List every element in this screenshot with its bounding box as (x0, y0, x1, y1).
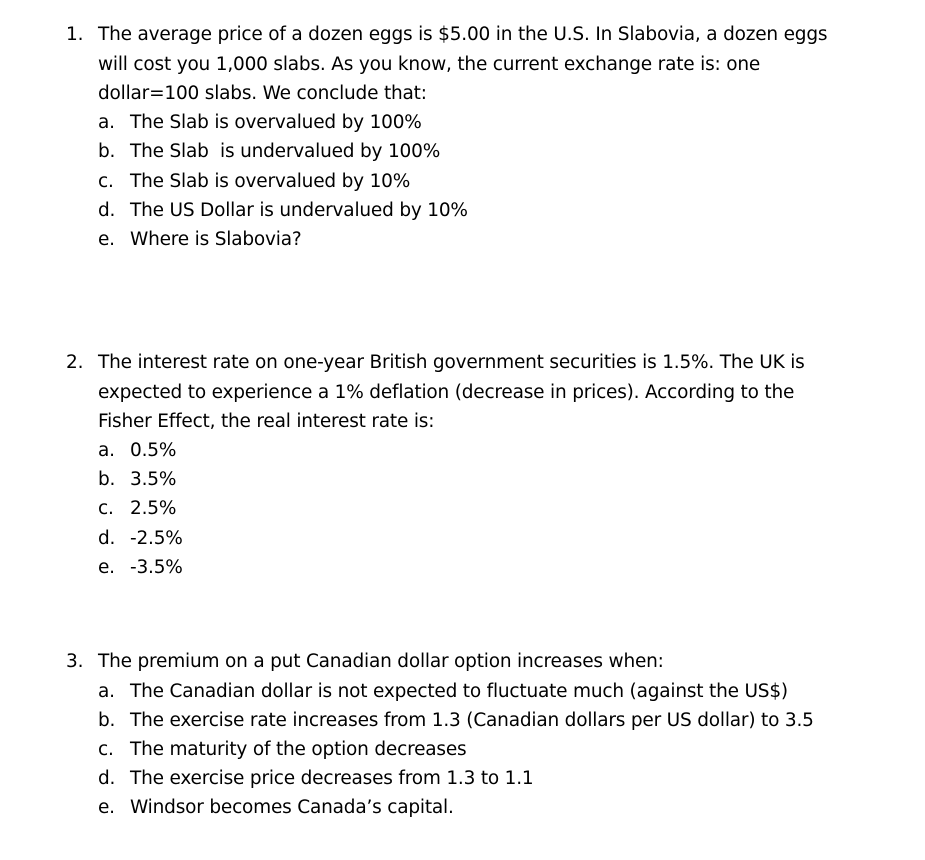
option-letter: a. (98, 681, 115, 702)
option-letter: a. (98, 440, 115, 461)
question-text-line: expected to experience a 1% deflation (decrease in prices). According to the (98, 382, 795, 403)
answer-option (98, 196, 468, 225)
answer-option (98, 225, 301, 254)
answer-option (98, 553, 183, 582)
option-text: 0.5% (130, 440, 177, 461)
answer-option (98, 677, 788, 706)
question-number: 3. (66, 651, 84, 672)
answer-option (98, 793, 454, 822)
answer-option (98, 764, 534, 793)
option-letter: b. (98, 141, 116, 162)
question-number: 2. (66, 352, 84, 373)
option-text: The US Dollar is undervalued by 10% (130, 200, 468, 221)
option-letter: b. (98, 469, 116, 490)
answer-option (98, 108, 422, 137)
answer-option (98, 524, 183, 553)
option-letter: c. (98, 498, 114, 519)
option-letter: d. (98, 768, 116, 789)
option-text: The Canadian dollar is not expected to fluctuate much (against the US$) (130, 681, 788, 702)
option-text: -3.5% (130, 557, 183, 578)
question-text-line: Fisher Effect, the real interest rate is: (98, 411, 435, 432)
answer-option (98, 706, 814, 735)
option-letter: d. (98, 200, 116, 221)
answer-option (98, 436, 176, 465)
option-text: The Slab is overvalued by 100% (130, 112, 422, 133)
answer-option (98, 465, 176, 494)
question-text-line: The premium on a put Canadian dollar option increases when: (98, 651, 664, 672)
question-text-line: The average price of a dozen eggs is $5.00 in the U.S. In Slabovia, a dozen eggs (98, 24, 828, 45)
option-letter: c. (98, 171, 114, 192)
answer-option (98, 167, 410, 196)
option-letter: e. (98, 797, 115, 818)
option-letter: c. (98, 739, 114, 760)
answer-option (98, 137, 440, 166)
answer-option (98, 494, 176, 523)
option-text: 2.5% (130, 498, 177, 519)
option-letter: e. (98, 557, 115, 578)
option-text: The exercise price decreases from 1.3 to 1.1 (130, 768, 534, 789)
option-text: 3.5% (130, 469, 177, 490)
option-text: The exercise rate increases from 1.3 (Canadian dollars per US dollar) to 3.5 (130, 710, 814, 731)
option-text: Where is Slabovia? (130, 229, 302, 250)
option-text: The Slab is undervalued by 100% (130, 141, 441, 162)
option-letter: b. (98, 710, 116, 731)
option-letter: e. (98, 229, 115, 250)
option-text: The maturity of the option decreases (130, 739, 467, 760)
option-letter: d. (98, 528, 116, 549)
option-text: -2.5% (130, 528, 183, 549)
question-text-line: The interest rate on one-year British government securities is 1.5%. The UK is (98, 352, 805, 373)
option-letter: a. (98, 112, 115, 133)
option-text: The Slab is overvalued by 10% (130, 171, 411, 192)
answer-option (98, 735, 466, 764)
question-text-line: dollar=100 slabs. We conclude that: (98, 83, 427, 104)
question-text-line: will cost you 1,000 slabs. As you know, the current exchange rate is: one (98, 54, 761, 75)
option-text: Windsor becomes Canada’s capital. (130, 797, 454, 818)
question-number: 1. (66, 24, 84, 45)
